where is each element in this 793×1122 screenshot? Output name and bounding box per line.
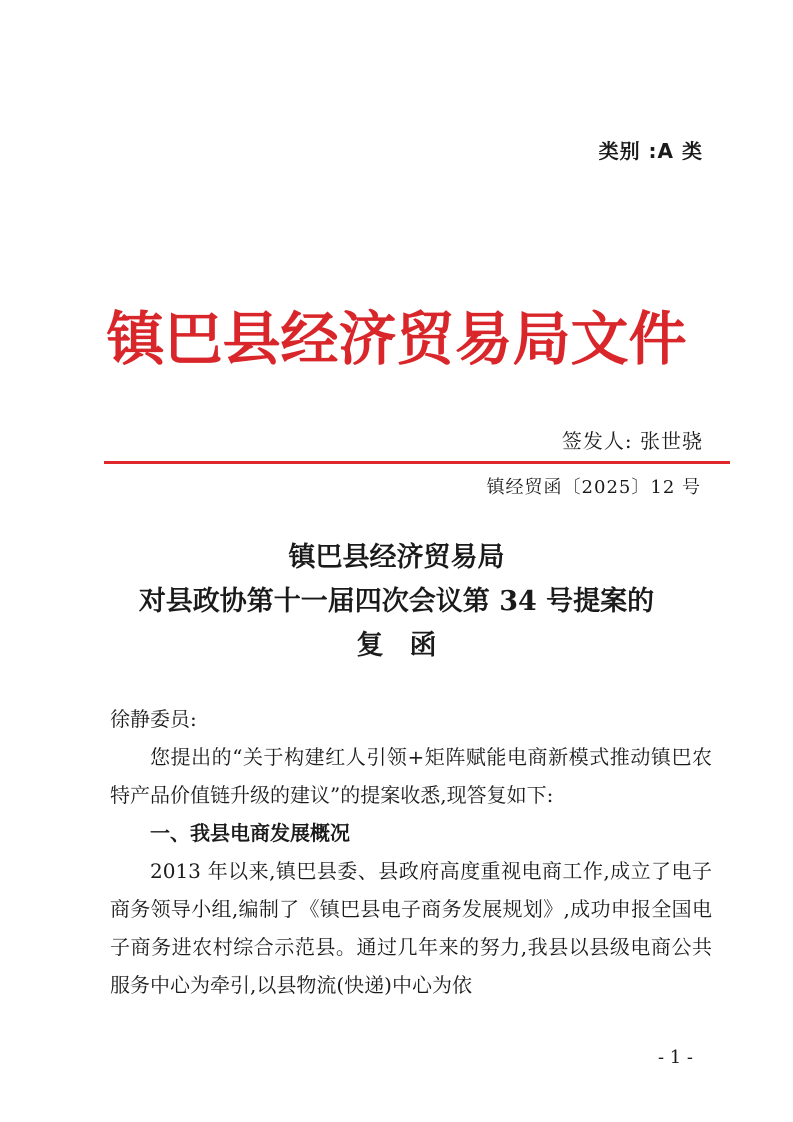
document-category: 类别 :A 类 xyxy=(598,139,703,163)
reply-title-line1: 镇巴县经济贸易局 xyxy=(288,542,505,573)
issuer-signatory: 签发人: 张世骁 xyxy=(561,429,703,453)
agency-document-title: 镇巴县经济贸易局文件 xyxy=(106,305,687,373)
reply-title xyxy=(0,536,793,668)
letter-body xyxy=(110,700,712,1004)
red-divider-line xyxy=(104,461,730,464)
reply-title-line3: 复函 xyxy=(356,630,463,661)
salutation: 徐静委员: xyxy=(110,707,197,731)
body-paragraph-2: 2013 年以来,镇巴县委、县政府高度重视电商工作,成立了电子商务领导小组,编制了《镇巴县电子商务发展规划》,成功申报全国电子商务进农村综合示范县。通过几年来的努力,我县以县级电商公共服务中心为牵引,以县物流(快递)中心为依 xyxy=(110,859,712,997)
document-number: 镇经贸函〔2025〕12 号 xyxy=(486,477,701,498)
body-paragraph-1: 您提出的“关于构建红人引领+矩阵赋能电商新模式推动镇巴农特产品价值链升级的建议”的提案收悉,现答复如下: xyxy=(110,745,712,807)
section-heading-1: 一、我县电商发展概况 xyxy=(150,821,350,845)
reply-title-line2: 对县政协第十一届四次会议第 34 号提案的 xyxy=(138,586,655,617)
page-number: - 1 - xyxy=(657,1047,693,1068)
